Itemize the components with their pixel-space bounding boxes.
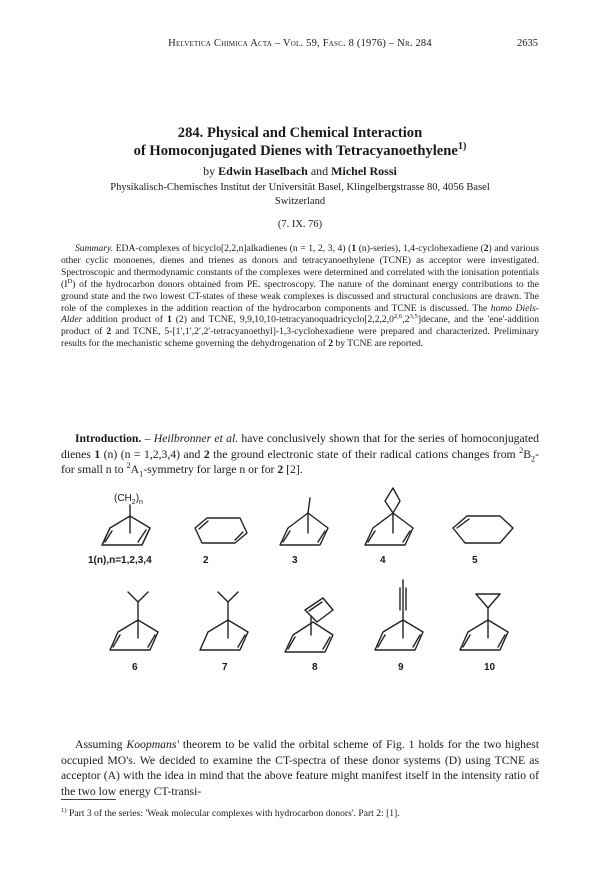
label-6: 6: [132, 662, 138, 673]
intro-text: (n) (n = 1,2,3,4) and: [100, 447, 204, 461]
summary-text: ,2: [402, 314, 410, 326]
footnote-mark: 1): [61, 806, 67, 814]
structure-6: [100, 580, 180, 670]
title-line-1: 284. Physical and Chemical Interaction: [177, 125, 423, 141]
author-2: Michel Rossi: [331, 164, 397, 178]
summary-text: homo Diels-Alder: [61, 302, 540, 326]
body-text: theorem to be valid the orbital scheme of Fig. 1 holds for the two highest occupied MO's. We decided to examine the CT-spectra of these donor systems (D) using TCNE as acceptor (A) with the idea in mind that the above feature might manifest itself in the intensity ratio of the two low energy CT-transi-: [61, 738, 539, 798]
summary-paragraph: [61, 243, 539, 350]
summary-text: ) of the hydrocarbon donors obtained from PE. spectroscopy. The nature of the dominant energy contributions to the ground state and the two lowest CT-states of these weak complexes is discussed and structural conclusions are drawn. The role of the complexes in the addition reaction of the hydrocarbon components and TCNE is discussed. The: [61, 278, 539, 314]
intro-text: the ground electronic state of their radical cations changes from: [209, 447, 520, 461]
intro-text: B: [523, 447, 531, 461]
summary-text: ) and various other cyclic monoenes, dienes and trienes as donors and tetracyanoethylene (TCNE) as acceptor were investigated. Spectroscopic and thermodynamic constants of the complexes were determined and correlated with the ionisation potentials (I: [61, 243, 539, 290]
title-line-2-text: of Homoconjugated Dienes with Tetracyanoethylene: [133, 142, 458, 159]
affiliation-line-2: Switzerland: [274, 195, 326, 207]
footnote-divider: [61, 799, 116, 800]
footnote-text: Part 3 of the series: 'Weak molecular complexes with hydrocarbon donors'. Part 2: [1].: [66, 808, 400, 819]
structure-3: [270, 483, 350, 563]
ch2n-text: (CH: [114, 493, 132, 504]
summary-text: 2: [483, 243, 489, 254]
intro-text: A: [130, 463, 140, 477]
intro-text: 2: [531, 453, 536, 463]
paper-title: [60, 125, 540, 160]
affiliation-line-1: Physikalisch-Chemisches Institut der Universität Basel, Klingelbergstrasse 80, 4056 Basel: [110, 182, 490, 193]
structure-1n: [80, 483, 170, 563]
intro-text: –: [141, 432, 154, 445]
summary-text: by TCNE are reported.: [333, 338, 424, 350]
body-paragraph: [61, 737, 539, 799]
intro-text: 2: [126, 461, 131, 471]
label-5: 5: [472, 555, 478, 566]
intro-text: Heilbronner et al.: [153, 432, 239, 445]
intro-text: [2].: [283, 463, 303, 477]
body-text: Assuming: [75, 738, 127, 751]
footnote: [61, 808, 539, 819]
footnote-paragraph: [61, 808, 539, 819]
introduction: [61, 431, 539, 478]
running-header: [0, 38, 600, 54]
intro-text: 2: [519, 445, 524, 455]
label-4: 4: [380, 555, 386, 566]
label-8: 8: [312, 662, 318, 673]
affiliation: [80, 181, 520, 208]
author-and: and: [310, 164, 329, 178]
summary-text: EDA-complexes of bicyclo[2,2,n]alkadienes (n = 1, 2, 3, 4) (: [113, 243, 352, 254]
structure-2: [185, 483, 265, 563]
intro-heading: Introduction.: [75, 432, 142, 445]
intro-text: 2: [203, 447, 210, 461]
label-3: 3: [292, 555, 298, 566]
intro-text: 1: [139, 469, 144, 479]
title-line-2: [60, 140, 540, 161]
structure-9: [365, 580, 445, 670]
summary-text: D: [67, 277, 73, 285]
intro-paragraph: [61, 431, 539, 478]
author-1: Edwin Haselbach: [218, 164, 308, 178]
label-10: 10: [484, 662, 496, 673]
structure-10: [450, 580, 530, 670]
structure-5: [445, 483, 525, 563]
received-date: (7. IX. 76): [277, 219, 323, 230]
summary-text: ]decane, and the 'ene'-addition product of: [61, 314, 539, 338]
intro-text: - for small n to: [61, 447, 539, 477]
intro-text: 2: [277, 463, 284, 477]
label-2: 2: [203, 555, 209, 566]
summary-text: 2,6: [393, 313, 403, 321]
label-9: 9: [398, 662, 404, 673]
structure-8: [275, 580, 355, 670]
ch2n-sub: 2: [131, 499, 136, 506]
structure-row-1: [80, 483, 530, 578]
ch2n-n: n: [139, 499, 143, 506]
summary-text: 2: [328, 338, 334, 350]
journal-citation: Helvetica Chimica Acta – Vol. 59, Fasc. 8 (1976) – Nr. 284: [168, 38, 432, 49]
body-text: Koopmans': [126, 738, 179, 751]
summary-text: 2: [106, 326, 112, 338]
summary-text: addition product of: [82, 314, 167, 326]
author-by: by: [203, 164, 216, 178]
summary-text: 3,5: [409, 313, 418, 321]
label-7: 7: [222, 662, 228, 673]
structure-7: [190, 580, 270, 670]
summary-text: (n)-series), 1,4-cyclohexadiene (: [356, 243, 484, 254]
structure-row-2: [80, 580, 530, 680]
summary-text: (2) and TCNE, 9,9,10,10-tetracyanoquadricyclo[2,2,2,0: [171, 314, 394, 326]
summary-text: 1: [166, 314, 172, 326]
structure-4: [355, 483, 435, 563]
intro-text: have conclusively shown that for the series of homoconjugated dienes: [61, 432, 539, 461]
intro-text: -symmetry for large n or for: [143, 463, 278, 477]
intro-text: 1: [94, 447, 101, 461]
author-line: [60, 164, 540, 179]
page-number: 2635: [517, 38, 538, 49]
label-1n: 1(n),n=1,2,3,4: [88, 555, 152, 566]
title-footnote-mark: 1): [457, 140, 467, 152]
summary: [61, 243, 539, 350]
body-paragraph-2: [61, 737, 539, 799]
summary-text: 1: [351, 243, 357, 254]
summary-text: and TCNE, 5-[1′,1′,2′,2′-tetracyanoethyl]-1,3-cyclohexadiene were prepared and characterized. Preliminary results for the mechanistic scheme governing the dehydrogenation of: [61, 326, 539, 350]
ch2n-text: ): [135, 493, 140, 504]
summary-label: Summary.: [75, 243, 114, 254]
